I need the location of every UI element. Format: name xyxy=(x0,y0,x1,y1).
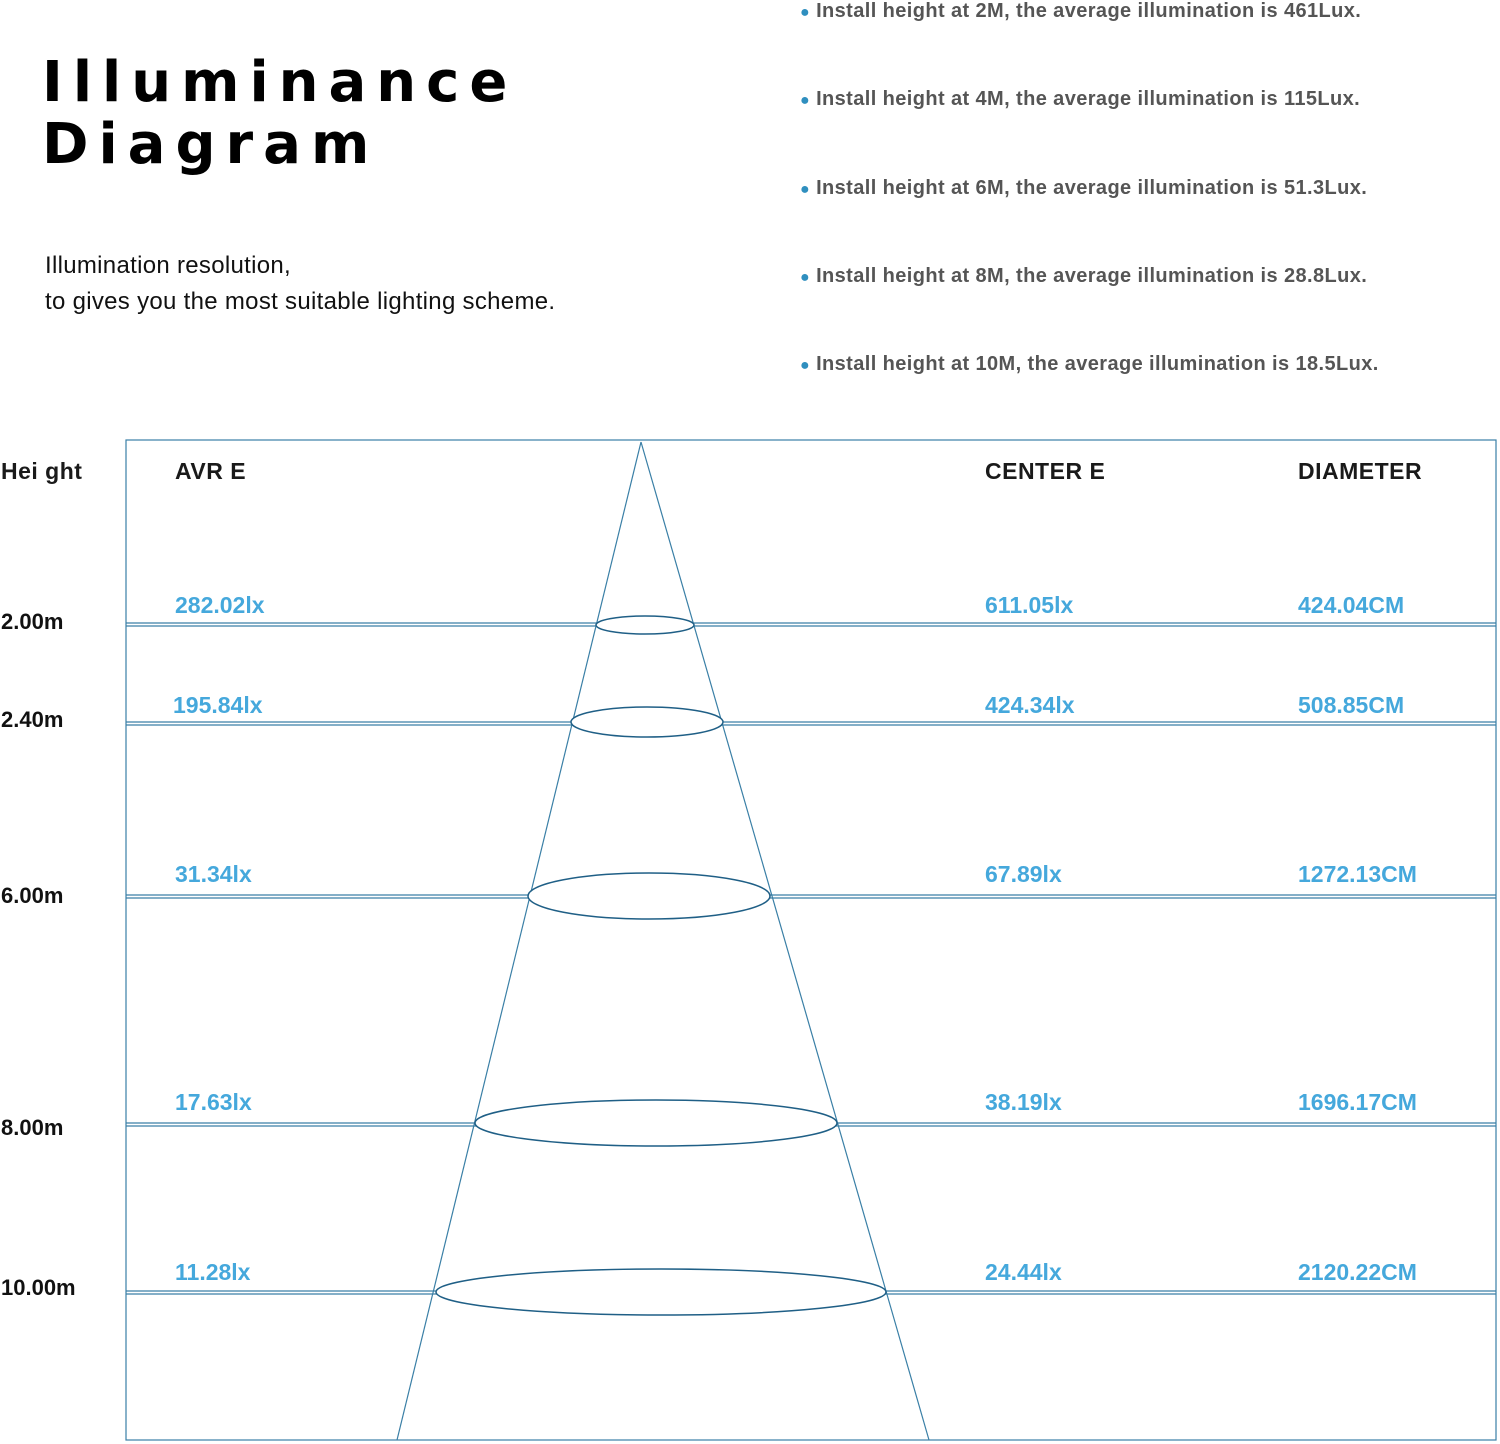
center-e-value: 38.19lx xyxy=(985,1089,1062,1115)
avr-e-value: 17.63lx xyxy=(175,1089,252,1115)
bullet-text: Install height at 2M, the average illumination is 461Lux. xyxy=(816,0,1362,22)
list-item xyxy=(800,88,1360,111)
center-e-value: 424.34lx xyxy=(985,692,1075,718)
bullet-text: Install height at 8M, the average illumination is 28.8Lux. xyxy=(816,265,1368,287)
install-height-list xyxy=(800,0,1500,400)
bullet-text: Install height at 10M, the average illumination is 18.5Lux. xyxy=(816,353,1379,375)
light-spot-2-4m xyxy=(571,707,723,737)
avr-e-value: 195.84lx xyxy=(173,692,263,718)
diameter-value: 1696.17CM xyxy=(1298,1089,1417,1115)
bullet-text: Install height at 4M, the average illumination is 115Lux. xyxy=(816,88,1361,110)
page-title xyxy=(42,52,517,176)
subtitle xyxy=(45,248,555,320)
height-label: 8.00m xyxy=(1,1115,64,1140)
header-diameter: DIAMETER xyxy=(1298,458,1423,484)
diameter-value: 508.85CM xyxy=(1298,692,1405,718)
bullet-dot-icon: ● xyxy=(800,357,811,374)
height-label: 2.00m xyxy=(1,609,64,634)
bullet-dot-icon: ● xyxy=(800,181,811,198)
height-label: 6.00m xyxy=(1,883,64,908)
bullet-dot-icon: ● xyxy=(800,269,811,286)
light-cone-graphic xyxy=(0,436,1500,1444)
title-line-1: Illuminance xyxy=(42,50,518,115)
header-avr-e: AVR E xyxy=(175,458,247,484)
bullet-dot-icon: ● xyxy=(800,92,811,109)
illuminance-diagram xyxy=(0,436,1500,1444)
header-height: Hei ght xyxy=(1,458,83,484)
light-spot-2m xyxy=(596,616,694,634)
avr-e-value: 31.34lx xyxy=(175,861,252,887)
light-spot-10m xyxy=(436,1269,886,1315)
subtitle-line-1: Illumination resolution, xyxy=(45,252,291,279)
title-line-2: Diagram xyxy=(42,112,380,177)
header-center-e: CENTER E xyxy=(985,458,1106,484)
avr-e-value: 11.28lx xyxy=(175,1259,251,1285)
center-e-value: 67.89lx xyxy=(985,861,1062,887)
light-spot-6m xyxy=(528,873,770,919)
diameter-value: 2120.22CM xyxy=(1298,1259,1417,1285)
list-item xyxy=(800,353,1379,376)
center-e-value: 24.44lx xyxy=(985,1259,1062,1285)
list-item xyxy=(800,177,1367,200)
bullet-text: Install height at 6M, the average illumination is 51.3Lux. xyxy=(816,177,1368,199)
height-label: 10.00m xyxy=(1,1275,76,1300)
center-e-value: 611.05lx xyxy=(985,592,1074,618)
light-spot-8m xyxy=(475,1100,837,1146)
list-item xyxy=(800,265,1367,288)
avr-e-value: 282.02lx xyxy=(175,592,265,618)
height-label: 2.40m xyxy=(1,707,64,732)
bullet-dot-icon: ● xyxy=(800,4,811,21)
list-item xyxy=(800,0,1361,23)
diameter-value: 1272.13CM xyxy=(1298,861,1417,887)
subtitle-line-2: to gives you the most suitable lighting scheme. xyxy=(45,288,556,315)
diameter-value: 424.04CM xyxy=(1298,592,1405,618)
